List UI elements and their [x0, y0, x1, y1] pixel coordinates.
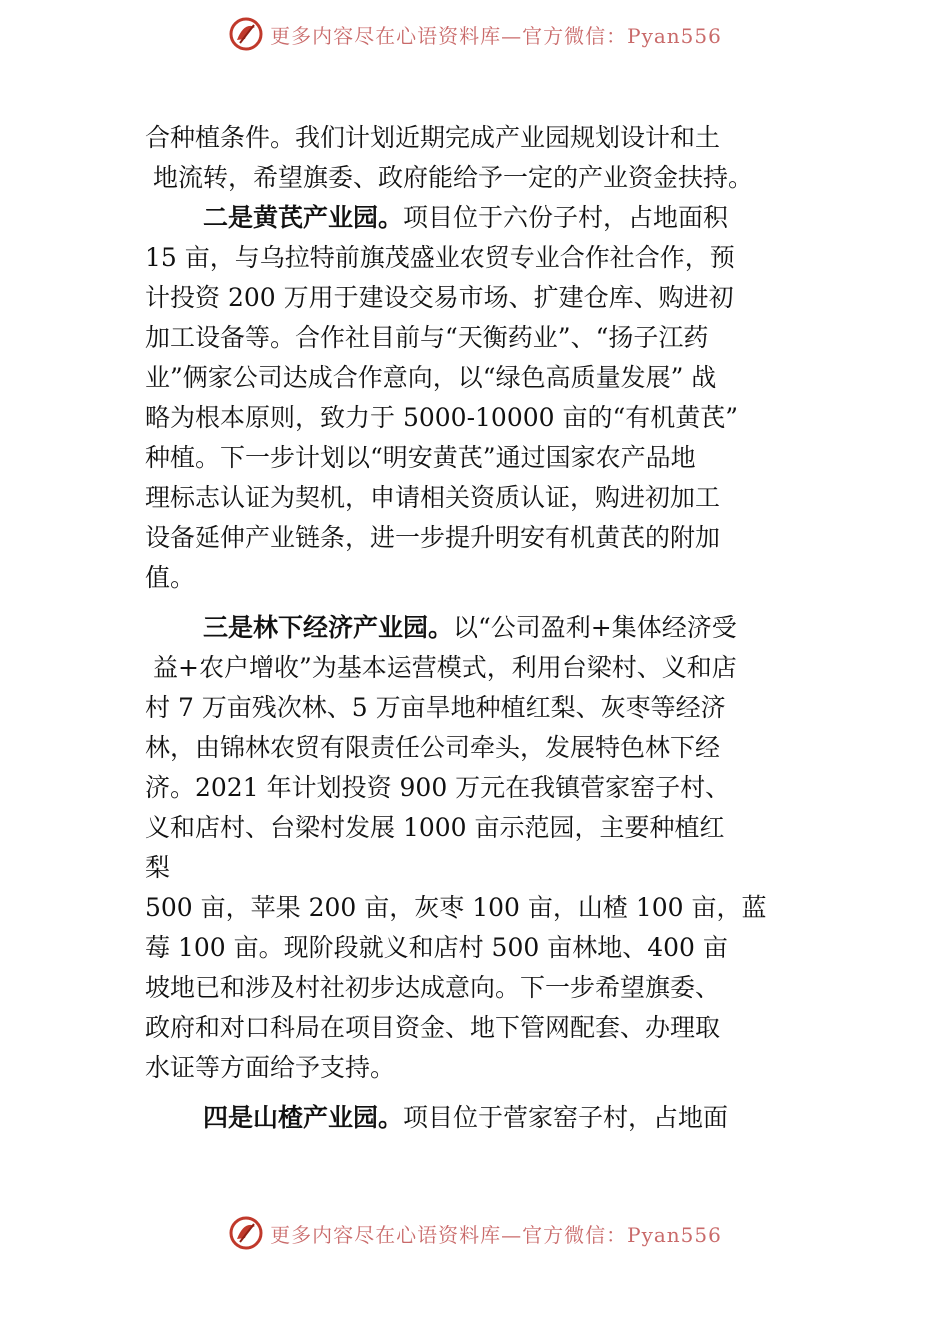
paragraph-4 — [145, 1098, 815, 1138]
section-heading: 四是山楂产业园。 — [203, 1103, 404, 1132]
text-line: 地流转，希望旗委、政府能给予一定的产业资金扶持。 — [153, 163, 754, 192]
text-line: 义和店村、台梁村发展 1000 亩示范园，主要种植红 — [145, 813, 725, 842]
text-line: 值。 — [145, 563, 196, 592]
paragraph-1 — [145, 118, 815, 198]
text-line: 坡地已和涉及村社初步达成意向。下一步希望旗委、 — [145, 973, 721, 1002]
header-text: 更多内容尽在心语资料库—官方微信：Pyan556 — [270, 23, 722, 48]
logo-icon — [228, 16, 264, 52]
text-line: 二是黄芪产业园。项目位于六份子村，占地面积 — [203, 203, 729, 232]
text-line: 理标志认证为契机，申请相关资质认证，购进初加工 — [145, 483, 721, 512]
text-line: 政府和对口科局在项目资金、地下管网配套、办理取 — [145, 1013, 721, 1042]
text-line: 莓 100 亩。现阶段就义和店村 500 亩林地、400 亩 — [145, 933, 728, 962]
text-line: 四是山楂产业园。项目位于菅家窑子村，占地面 — [203, 1103, 729, 1132]
footer-text: 更多内容尽在心语资料库—官方微信：Pyan556 — [270, 1222, 722, 1247]
text-line: 济。2021 年计划投资 900 万元在我镇菅家窑子村、 — [145, 773, 731, 802]
text-line: 种植。下一步计划以“明安黄芪”通过国家农产品地 — [145, 443, 696, 472]
footer-banner — [0, 1213, 950, 1253]
text-line: 村 7 万亩残次林、5 万亩旱地种植红梨、灰枣等经济 — [145, 693, 726, 722]
text-line: 500 亩，苹果 200 亩，灰枣 100 亩，山楂 100 亩，蓝 — [145, 893, 767, 922]
section-heading: 二是黄芪产业园。 — [203, 203, 404, 232]
text-line: 15 亩，与乌拉特前旗茂盛业农贸专业合作社合作，预 — [145, 243, 735, 272]
text-line: 业”俩家公司达成合作意向，以“绿色高质量发展” 战 — [145, 363, 717, 392]
paragraph-3 — [145, 608, 815, 1088]
text-line: 合种植条件。我们计划近期完成产业园规划设计和土 — [145, 123, 721, 152]
text-line: 林，由锦林农贸有限责任公司牵头，发展特色林下经 — [145, 733, 721, 762]
header-banner — [0, 14, 950, 54]
text-line: 设备延伸产业链条，进一步提升明安有机黄芪的附加 — [145, 523, 721, 552]
document-body — [145, 118, 815, 1138]
text-line: 三是林下经济产业园。以“公司盈利+集体经济受 — [203, 613, 737, 642]
text-line: 益+农户增收”为基本运营模式，利用台梁村、义和店 — [153, 653, 737, 682]
text-line: 梨 — [145, 853, 171, 882]
text-line: 计投资 200 万用于建设交易市场、扩建仓库、购进初 — [145, 283, 734, 312]
text-line: 加工设备等。合作社目前与“天衡药业”、“扬子江药 — [145, 323, 709, 352]
paragraph-2 — [145, 198, 815, 598]
section-heading: 三是林下经济产业园。 — [203, 613, 454, 642]
text-line: 略为根本原则，致力于 5000-10000 亩的“有机黄芪” — [145, 403, 739, 432]
logo-icon — [228, 1215, 264, 1251]
text-line: 水证等方面给予支持。 — [145, 1053, 396, 1082]
